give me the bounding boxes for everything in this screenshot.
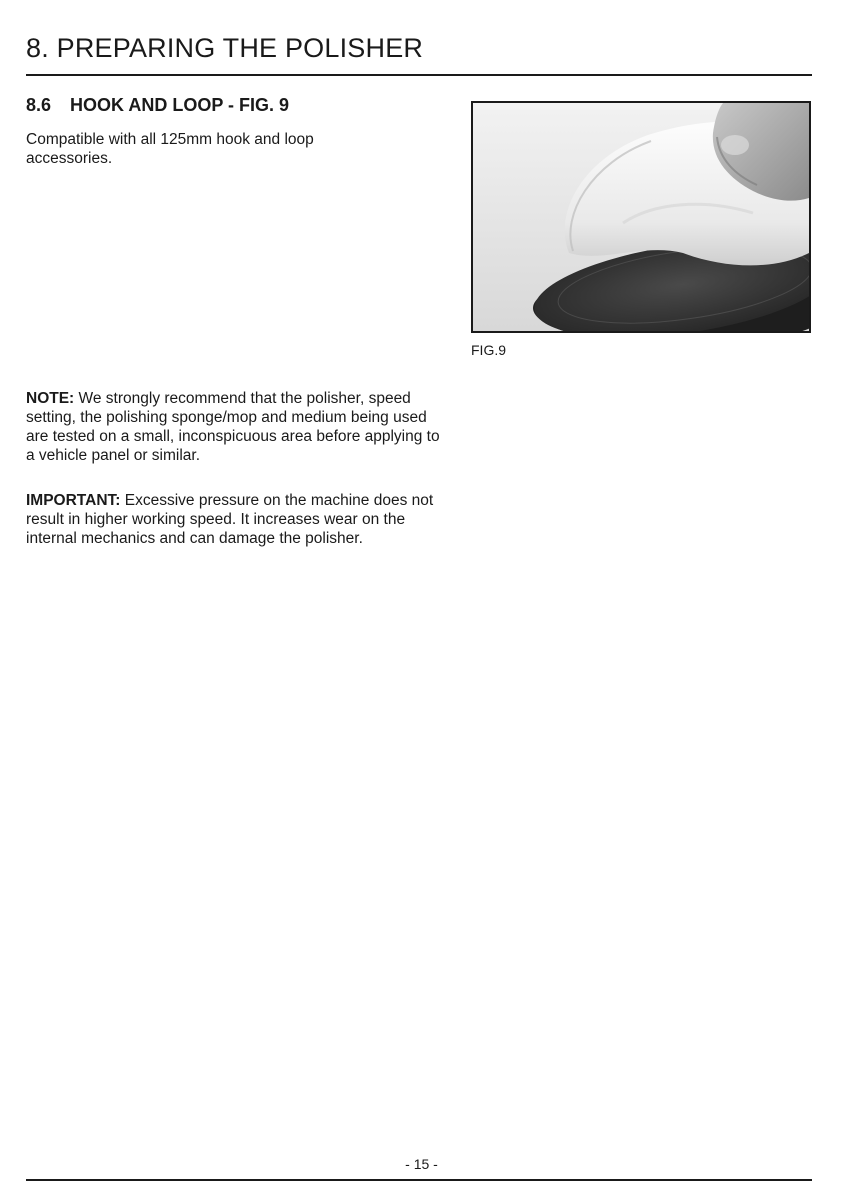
important-paragraph (26, 491, 451, 548)
footer-divider (26, 1179, 812, 1181)
polishing-pad-illustration (473, 103, 809, 331)
intro-paragraph: Compatible with all 125mm hook and loop accessories. (26, 131, 314, 167)
page-title: 8. PREPARING THE POLISHER (26, 33, 424, 63)
note-text: We strongly recommend that the polisher, speed setting, the polishing sponge/mop and medium being used are tested on a small, inconspicuous area before applying to a vehicle panel or similar. (26, 390, 440, 464)
important-text: Excessive pressure on the machine does not result in higher working speed. It increases wear on the internal mechanics and can damage the polisher. (26, 492, 434, 547)
section-heading (26, 95, 289, 116)
section-number: 8.6 (26, 95, 52, 115)
note-label: NOTE: (26, 390, 75, 407)
figure-photo (471, 101, 811, 333)
important-label: IMPORTANT: (26, 492, 121, 509)
header-divider (26, 74, 812, 76)
note-paragraph (26, 389, 451, 465)
page-number: - 15 - (405, 1156, 438, 1172)
figure-caption: FIG.9 (471, 342, 507, 358)
section-title: HOOK AND LOOP - FIG. 9 (70, 95, 290, 115)
